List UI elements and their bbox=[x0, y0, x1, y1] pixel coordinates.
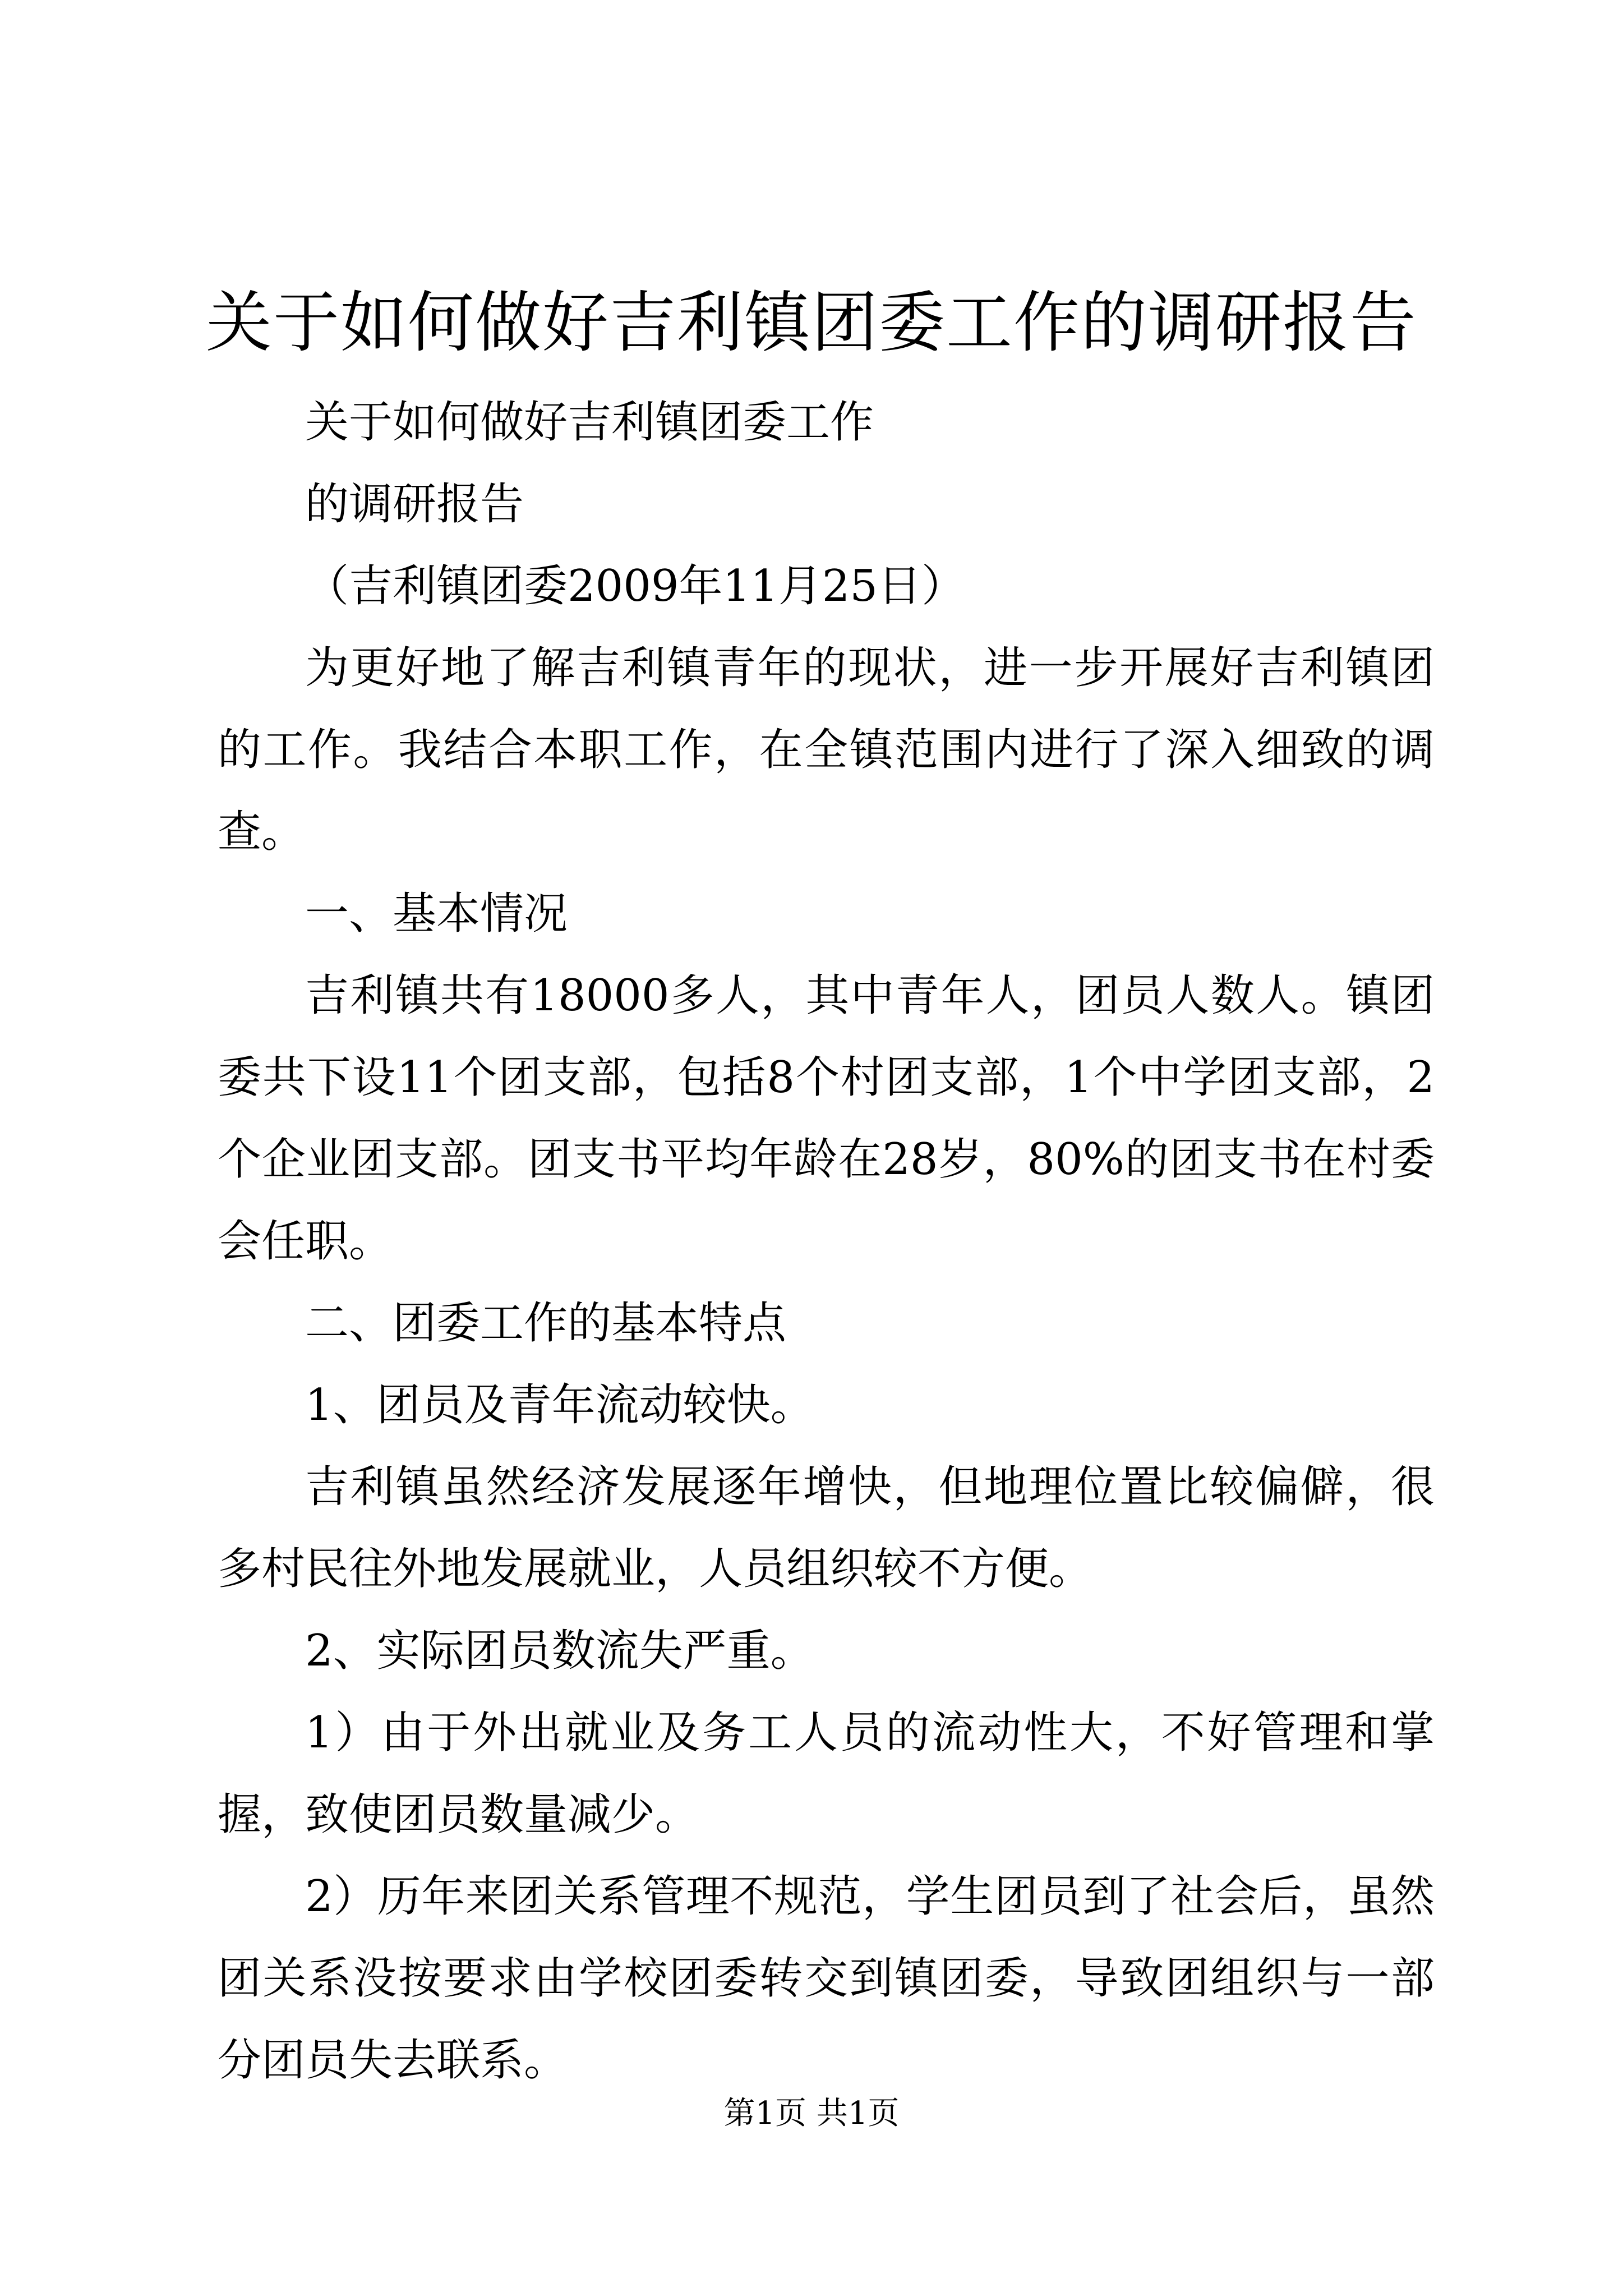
point-2-item-2: 2）历年来团关系管理不规范，学生团员到了社会后，虽然团关系没按要求由学校团委转交到镇团委，导致团组织与一部分团员失去联系。 bbox=[218, 1871, 1435, 2086]
page-footer: 第1页 共1页 bbox=[723, 2095, 900, 2132]
document-title: 关于如何做好吉利镇团委工作的调研报告 bbox=[205, 284, 1417, 361]
point-2-heading: 2、实际团员数流失严重。 bbox=[305, 1626, 814, 1676]
subtitle-line-2: 的调研报告 bbox=[305, 479, 524, 530]
subtitle-line-1: 关于如何做好吉利镇团委工作 bbox=[305, 397, 874, 448]
intro-paragraph: 为更好地了解吉利镇青年的现状，进一步开展好吉利镇团的工作。我结合本职工作，在全镇范围内进行了深入细致的调查。 bbox=[218, 643, 1435, 857]
date-line: （吉利镇团委2009年11月25日） bbox=[305, 561, 966, 611]
point-1-heading: 1、团员及青年流动较快。 bbox=[305, 1380, 814, 1430]
basic-situation-paragraph: 吉利镇共有18000多人，其中青年人，团员人数人。镇团委共下设11个团支部，包括8个村团支部，1个中学团支部，2个企业团支部。团支书平均年龄在28岁，80%的团支书在村委会任职。 bbox=[218, 970, 1435, 1267]
document-body bbox=[218, 381, 1435, 2101]
section-heading-2: 二、团委工作的基本特点 bbox=[305, 1298, 787, 1349]
section-heading-1: 一、基本情况 bbox=[305, 889, 568, 939]
point-2-item-1: 1）由于外出就业及务工人员的流动性大，不好管理和掌握，致使团员数量减少。 bbox=[218, 1708, 1435, 1840]
point-1-paragraph: 吉利镇虽然经济发展逐年增快，但地理位置比较偏僻，很多村民往外地发展就业，人员组织较不方便。 bbox=[218, 1462, 1435, 1594]
